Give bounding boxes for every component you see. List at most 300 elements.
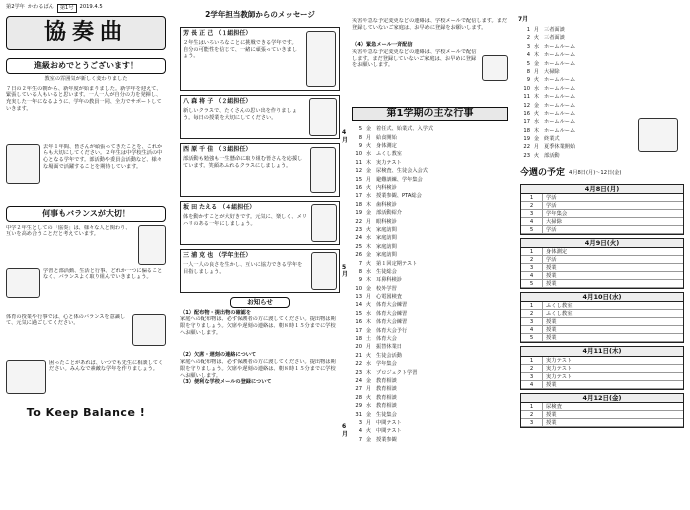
schedule-day: 4 <box>526 52 530 59</box>
period-subject: 学活 <box>546 257 557 264</box>
schedule-row <box>352 260 508 268</box>
week-day-title: 4月12日(金) <box>521 394 683 403</box>
schedule-event: 身体測定 <box>376 143 397 150</box>
period-number: 4 <box>521 218 543 225</box>
period-subject: 大掃除 <box>546 219 562 226</box>
schedule-row <box>352 335 508 343</box>
week-day-title: 4月11日(木) <box>521 347 683 356</box>
schedule-weekday: 月 <box>365 176 372 183</box>
schedule-day: 31 <box>355 411 362 418</box>
schedule-weekday: 火 <box>365 143 372 150</box>
schedule-event: 体育大会練習 <box>376 319 408 326</box>
masthead <box>6 16 166 50</box>
schedule-event: ホームルーム <box>544 43 576 50</box>
date-label: 2019.4.5 <box>79 4 103 10</box>
schedule-weekday: 水 <box>365 361 372 368</box>
lunch-illustration <box>6 268 40 298</box>
schedule-event: 学年集会 <box>376 361 397 368</box>
schedule-row <box>352 209 508 217</box>
schedule-weekday: 月 <box>365 419 372 426</box>
period-subject: 授業 <box>546 281 557 288</box>
schedule-day: 22 <box>355 218 362 225</box>
period-number: 2 <box>521 256 543 263</box>
week-period-row <box>521 310 683 318</box>
schedule-weekday: 火 <box>365 226 372 233</box>
schedule-day: 17 <box>355 193 362 200</box>
schedule-day: 7 <box>358 436 362 443</box>
schedule-row <box>352 150 508 158</box>
schedule-event: ホームルーム <box>544 119 576 126</box>
schedule-weekday: 火 <box>365 184 372 191</box>
schedule-weekday: 火 <box>365 428 372 435</box>
period-subject: 授業 <box>546 411 557 418</box>
notice-body-2: 家庭への配布物は、必ず保護者の方に渡してください。提出物は期限を守りましょう。欠席や遅刻の連絡は、朝８時１５分までに学校へお願いします。 <box>180 359 336 379</box>
schedule-weekday: 土 <box>365 336 372 343</box>
schedule-day: 21 <box>355 352 362 359</box>
week-day-box <box>520 393 684 428</box>
week-period-row <box>521 272 683 280</box>
schedule-day: 23 <box>355 226 362 233</box>
schedule-weekday: 木 <box>365 201 372 208</box>
week-period-row <box>521 373 683 381</box>
schedule-weekday: 金 <box>365 436 372 443</box>
schedule-day: 23 <box>523 152 530 159</box>
schedule-weekday: 月 <box>533 27 540 33</box>
period-number: 1 <box>521 194 543 201</box>
schedule-row <box>352 352 508 360</box>
schedule-event: 家庭訪問 <box>376 226 397 233</box>
schedule-event: ホームルーム <box>544 60 576 67</box>
period-subject: 学活 <box>546 195 557 202</box>
week-period-row <box>521 248 683 256</box>
column-1 <box>6 0 166 419</box>
schedule-row <box>520 51 684 59</box>
schedule-day: 18 <box>523 127 530 134</box>
schedule-event: 尿検査、生徒会入会式 <box>376 168 428 175</box>
schedule-weekday: 火 <box>533 152 540 159</box>
schedule-day: 22 <box>355 361 362 368</box>
schedule-day: 8 <box>358 134 362 141</box>
schedule-event: 三者面談 <box>544 27 565 33</box>
schedule-row <box>352 218 508 226</box>
schedule-row <box>352 301 508 309</box>
notice-item-1: （1）配布物・提出物の確認を <box>180 309 252 316</box>
schedule-weekday: 火 <box>365 302 372 309</box>
schedule-weekday: 木 <box>533 127 540 134</box>
schedule-day: 5 <box>526 60 530 67</box>
period-subject: 学活 <box>546 227 557 234</box>
schedule-weekday: 金 <box>533 60 540 67</box>
schedule-day: 3 <box>526 43 530 50</box>
schedule-day: 14 <box>355 302 362 309</box>
schedule-row <box>520 152 684 160</box>
schedule-day: 15 <box>355 176 362 183</box>
schedule-event: プロジェクト学習 <box>376 369 418 376</box>
week-day-title: 4月9日(火) <box>521 239 683 248</box>
week-heading: 今週の予定 <box>520 168 566 178</box>
schedule-day: 28 <box>355 394 362 401</box>
schedule-event: 中間テスト <box>376 428 402 435</box>
period-subject: ふくし教室 <box>546 303 573 310</box>
schedule-weekday: 火 <box>533 77 540 84</box>
schedule-event: 教育相談 <box>376 403 397 410</box>
schedule-day: 9 <box>526 77 530 84</box>
schedule-weekday: 金 <box>365 252 372 259</box>
schedule-weekday: 金 <box>365 327 372 334</box>
schedule-day: 16 <box>355 319 362 326</box>
notices-body: 家庭への配布物は、必ず保護者の方に渡してください。提出物は期限を守りましょう。欠席や遅刻の連絡は、朝８時１５分までに学校へお願いします。 <box>180 316 336 336</box>
period-number: 5 <box>521 334 543 341</box>
schedule-event: 耳鼻科検診 <box>376 277 402 284</box>
schedule-day: 8 <box>358 268 362 275</box>
header-subtitle: かわるばん <box>27 4 54 10</box>
term-schedule <box>342 125 508 444</box>
schedule-day: 11 <box>523 94 530 101</box>
week-period-row <box>521 365 683 373</box>
schedule-weekday: 月 <box>365 218 372 225</box>
month-label: 6月 <box>342 423 349 438</box>
schedule-row <box>352 184 508 192</box>
motto: To Keep Balance ! <box>26 405 146 419</box>
schedule-row <box>520 34 684 42</box>
schedule-row <box>520 68 684 76</box>
column-4 <box>518 0 684 426</box>
balance-text-1: 中学２年生としての「協奏」は、様々な人と関わり、互いを高め合うことだと考えています。 <box>6 224 131 238</box>
week-day-box <box>520 346 684 389</box>
schedule-weekday: 火 <box>365 260 372 267</box>
schedule-row <box>352 134 508 142</box>
schedule-weekday: 水 <box>365 403 372 410</box>
header-top <box>6 4 166 13</box>
schedule-row <box>520 93 684 101</box>
week-period-row <box>521 318 683 326</box>
schedule-event: 給食開始 <box>376 134 397 141</box>
schedule-weekday: 金 <box>365 411 372 418</box>
week-period-row <box>521 202 683 210</box>
schedule-event: 生徒総会 <box>376 268 397 275</box>
schedule-weekday: 木 <box>365 243 372 250</box>
schedule-weekday: 金 <box>365 126 372 133</box>
schedule-row <box>520 43 684 51</box>
schedule-event: 家庭訪問 <box>376 243 397 250</box>
schedule-row <box>520 102 684 110</box>
period-subject: 授業 <box>546 335 557 342</box>
teacher-message-5 <box>180 249 340 293</box>
teacher-text-5: 一人一人の良さを生かし、互いに協力できる学年を目指しましょう。 <box>183 261 303 275</box>
mail-body: 災害や急な予定変更などの連絡は、学校メールで配信します。まだ登録していないご家庭は、お早めに登録をお願いします。 <box>352 48 477 69</box>
schedule-row <box>352 251 508 259</box>
week-period-row <box>521 419 683 427</box>
teacher-portrait-2 <box>309 98 337 136</box>
week-range: 4月8日(月)～12日(金) <box>569 170 622 177</box>
period-number: 1 <box>521 357 543 364</box>
schedule-event: 校外学習 <box>376 285 397 292</box>
schedule-day: 29 <box>355 403 362 410</box>
week-schedule <box>520 184 684 431</box>
teacher-name-1: 芳 長 正 己 （１組担任） <box>183 30 252 38</box>
schedule-day: 26 <box>355 252 362 259</box>
schedule-event: 授業参観、PTA総会 <box>376 193 422 200</box>
schedule-weekday: 月 <box>365 294 372 301</box>
period-number: 4 <box>521 381 543 388</box>
schedule-event: 体育大会練習 <box>376 302 408 309</box>
teacher-illustration <box>6 144 40 184</box>
period-number: 1 <box>521 302 543 309</box>
schedule-weekday: 金 <box>365 210 372 217</box>
schedule-event: 部活動 <box>544 152 560 159</box>
schedule-event: 避難訓練、学年集会 <box>376 176 423 183</box>
period-number: 1 <box>521 403 543 410</box>
period-number: 2 <box>521 310 543 317</box>
period-subject: ふくし教室 <box>546 311 573 318</box>
schedule-day: 27 <box>355 386 362 393</box>
week-period-row <box>521 381 683 389</box>
schedule-event: 実力テスト <box>376 159 402 166</box>
schedule-weekday: 木 <box>533 94 540 101</box>
schedule-weekday: 火 <box>365 352 372 359</box>
schedule-event: 家庭訪問 <box>376 235 397 242</box>
schedule-event: 心電図検査 <box>376 294 402 301</box>
week-period-row <box>521 326 683 334</box>
teacher-message-2 <box>180 95 340 139</box>
schedule-weekday: 金 <box>365 168 372 175</box>
period-subject: 授業 <box>546 327 557 334</box>
schedule-row <box>352 377 508 385</box>
schedule-row <box>352 226 508 234</box>
period-number: 2 <box>521 365 543 372</box>
teacher-portrait-3 <box>310 147 336 193</box>
teacher-text-1: ２年生はいろいろなことに挑戦できる学年です。自分の可能性を信じて、一緒に頑張っていきましょう。 <box>183 39 298 60</box>
schedule-event: 第１回定期テスト <box>376 260 418 267</box>
schedule-row <box>352 125 508 133</box>
period-subject: 授業 <box>546 273 557 280</box>
teachers-heading: 2学年担当教師からのメッセージ <box>205 10 315 19</box>
teacher-portrait-5 <box>311 252 337 290</box>
schedule-row <box>520 26 684 34</box>
teacher-name-2: 八 森 将 子 （２組担任） <box>183 98 252 106</box>
welcome-text-1: ７日の２年生の朝から、新年度が始まりました。新学年を迎えて、緊張している人もいると思います。一人一人が自分の力を発揮し、充実した一年になるように、学年の教員一同、全力でサポートしていきます。 <box>6 85 162 112</box>
period-number: 4 <box>521 326 543 333</box>
schedule-day: 9 <box>358 143 362 150</box>
week-day-box <box>520 292 684 343</box>
schedule-day: 19 <box>355 210 362 217</box>
week-day-box <box>520 184 684 235</box>
schedule-weekday: 金 <box>533 102 540 109</box>
schedule-event: ホームルーム <box>544 102 576 109</box>
notices-heading: お知らせ <box>230 297 290 307</box>
schedule-day: 17 <box>355 327 362 334</box>
period-subject: 実力テスト <box>546 365 573 372</box>
schedule-event: ホームルーム <box>544 85 576 92</box>
schedule-weekday: 水 <box>533 43 540 50</box>
week-period-row <box>521 256 683 264</box>
schedule-event: 中間テスト <box>376 419 402 426</box>
schedule-day: 7 <box>358 260 362 267</box>
teacher-message-3 <box>180 143 340 197</box>
period-number: 2 <box>521 411 543 418</box>
week-period-row <box>521 302 683 310</box>
balance-heading: 何事もバランスが大切！ <box>6 206 166 222</box>
period-subject: 授業 <box>546 381 557 388</box>
teacher-name-5: 三 浦 克 也 （学年主任） <box>183 252 252 260</box>
notice-item-3: （3）便利な学校メールの登録について <box>180 379 272 385</box>
schedule-weekday: 木 <box>365 369 372 376</box>
schedule-weekday: 木 <box>365 319 372 326</box>
schedule-row <box>352 327 508 335</box>
week-period-row <box>521 334 683 342</box>
schedule-weekday: 金 <box>533 136 540 143</box>
schedule-weekday: 火 <box>533 35 540 42</box>
schedule-weekday: 火 <box>365 394 372 401</box>
month-label: 7月 <box>518 16 529 23</box>
schedule-event: 眼科検診 <box>376 218 397 225</box>
schedule-event: ホームルーム <box>544 127 576 134</box>
teacher-message-1 <box>180 27 340 91</box>
week-day-title: 4月10日(水) <box>521 293 683 302</box>
balance-text-2: 学習と部活動、生活と行事、どれか一つに偏ることなく、バランスよく取り組んでいきましょう。 <box>43 267 163 281</box>
baseball-illustration <box>638 118 678 152</box>
schedule-day: 16 <box>523 110 530 117</box>
schedule-weekday: 木 <box>365 277 372 284</box>
schedule-event: 振替休業日 <box>376 344 402 351</box>
week-day-box <box>520 238 684 289</box>
period-number: 1 <box>521 248 543 255</box>
period-number: 3 <box>521 373 543 380</box>
schedule-event: 教育相談 <box>376 377 397 384</box>
week-period-row <box>521 411 683 419</box>
teacher-portrait-1 <box>306 31 336 87</box>
schedule-row <box>352 192 508 200</box>
masthead-title: 協奏曲 <box>43 19 128 45</box>
schedule-day: 17 <box>523 119 530 126</box>
period-subject: 学活 <box>546 203 557 210</box>
schedule-weekday: 月 <box>365 344 372 351</box>
week-period-row <box>521 280 683 288</box>
balance-text-3: 体育の授業や行事では、心と体のバランスを意識して、元気に過ごしてください。 <box>6 313 126 327</box>
schedule-row <box>352 159 508 167</box>
schedule-weekday: 金 <box>365 377 372 384</box>
schedule-day: 12 <box>523 102 530 109</box>
schedule-weekday: 水 <box>533 119 540 126</box>
schedule-event: 教育相談 <box>376 394 397 401</box>
schedule-day: 9 <box>358 277 362 284</box>
schedule-event: 終業式 <box>544 136 560 143</box>
period-number: 3 <box>521 264 543 271</box>
schedule-day: 15 <box>355 310 362 317</box>
teacher-text-4: 体を動かすことが大好きです。元気に、楽しく、メリハリのある一年にしましょう。 <box>183 213 307 227</box>
teacher-name-3: 西 原 千 佳 （３組担任） <box>183 146 252 154</box>
schedule-weekday: 月 <box>365 386 372 393</box>
period-subject: 実力テスト <box>546 373 573 380</box>
schedule-weekday: 水 <box>365 310 372 317</box>
teacher-text-2: 新しいクラスで、たくさんの思い出を作りましょう。毎日の授業を大切にしてください。 <box>183 107 297 121</box>
schedule-day: 10 <box>355 151 362 158</box>
schedule-event: 体育大会 <box>376 336 397 343</box>
period-subject: 授業 <box>546 319 557 326</box>
grade-label: 第2学年 <box>6 4 25 10</box>
schedule-row <box>352 385 508 393</box>
schedule-weekday: 月 <box>533 144 540 151</box>
period-subject: 実力テスト <box>546 357 573 364</box>
schedule-row <box>352 411 508 419</box>
schedule-day: 22 <box>523 144 530 151</box>
schedule-row <box>352 310 508 318</box>
period-number: 5 <box>521 280 543 287</box>
schedule-row <box>352 276 508 284</box>
schedule-day: 19 <box>523 136 530 143</box>
schedule-day: 4 <box>358 428 362 435</box>
schedule-day: 12 <box>355 168 362 175</box>
issue-label: 第1号 <box>57 4 77 13</box>
period-number: 4 <box>521 272 543 279</box>
week-period-row <box>521 194 683 202</box>
gymnast-illustration <box>138 225 166 265</box>
period-number: 3 <box>521 318 543 325</box>
week-period-row <box>521 403 683 411</box>
schedule-event: ふくし教室 <box>376 151 402 158</box>
schedule-weekday: 水 <box>365 235 372 242</box>
schedule-row <box>352 394 508 402</box>
schedule-day: 16 <box>355 184 362 191</box>
teacher-portrait-4 <box>311 204 337 242</box>
schedule-event: 大掃除 <box>544 68 560 75</box>
schedule-weekday: 水 <box>365 268 372 275</box>
schedule-weekday: 月 <box>365 134 372 141</box>
schedule-day: 18 <box>355 201 362 208</box>
schedule-row <box>352 436 508 444</box>
period-number: 2 <box>521 202 543 209</box>
schedule-event: 家庭訪問 <box>376 252 397 259</box>
schedule-weekday: 月 <box>533 68 540 75</box>
schedule-event: 体育大会練習 <box>376 310 408 317</box>
schedule-day: 10 <box>523 85 530 92</box>
schedule-row <box>352 176 508 184</box>
month-label: 4月 <box>342 129 349 144</box>
schedule-day: 18 <box>355 336 362 343</box>
welcome-text-2: 去年１年間、皆さんが頑張ってきたことを、これからも大切にしてください。２年生は中学校生活の中心となる学年です。部活動や委員会活動など、様々な場面で活躍することを期待しています。 <box>43 143 163 170</box>
schedule-day: 13 <box>355 294 362 301</box>
schedule-weekday: 木 <box>365 159 372 166</box>
schedule-day: 20 <box>355 344 362 351</box>
schedule-row <box>352 427 508 435</box>
schedule-event: 部活動紹介 <box>376 210 402 217</box>
schedule-day: 8 <box>526 68 530 75</box>
term-heading: 第1学期の主な行事 <box>352 107 508 122</box>
period-subject: 尿検査 <box>546 403 562 410</box>
teacher-text-3: 部活動も勉強も一生懸命に取り組む皆さんを応援しています。笑顔あふれるクラスにしましょう。 <box>183 155 303 169</box>
schedule-row <box>520 85 684 93</box>
welcome-heading: 進級おめでとうございます！ <box>6 58 166 74</box>
schedule-row <box>520 60 684 68</box>
schedule-event: ホームルーム <box>544 110 576 117</box>
period-number: 3 <box>521 210 543 217</box>
schedule-event: ホームルーム <box>544 94 576 101</box>
period-number: 5 <box>521 226 543 233</box>
schedule-event: 夏季休業開始 <box>544 144 576 151</box>
schedule-row <box>352 402 508 410</box>
notice-item-2: （2）欠席・遅刻の連絡について <box>180 352 257 359</box>
schedule-event: 教育相談 <box>376 386 397 393</box>
schedule-weekday: 水 <box>365 193 372 200</box>
period-subject: 授業 <box>546 265 557 272</box>
period-number: 3 <box>521 419 543 426</box>
schedule-day: 25 <box>355 243 362 250</box>
schedule-row <box>352 293 508 301</box>
week-period-row <box>521 264 683 272</box>
schedule-event: 生徒会活動 <box>376 352 402 359</box>
schedule-row <box>352 167 508 175</box>
schedule-weekday: 水 <box>533 85 540 92</box>
